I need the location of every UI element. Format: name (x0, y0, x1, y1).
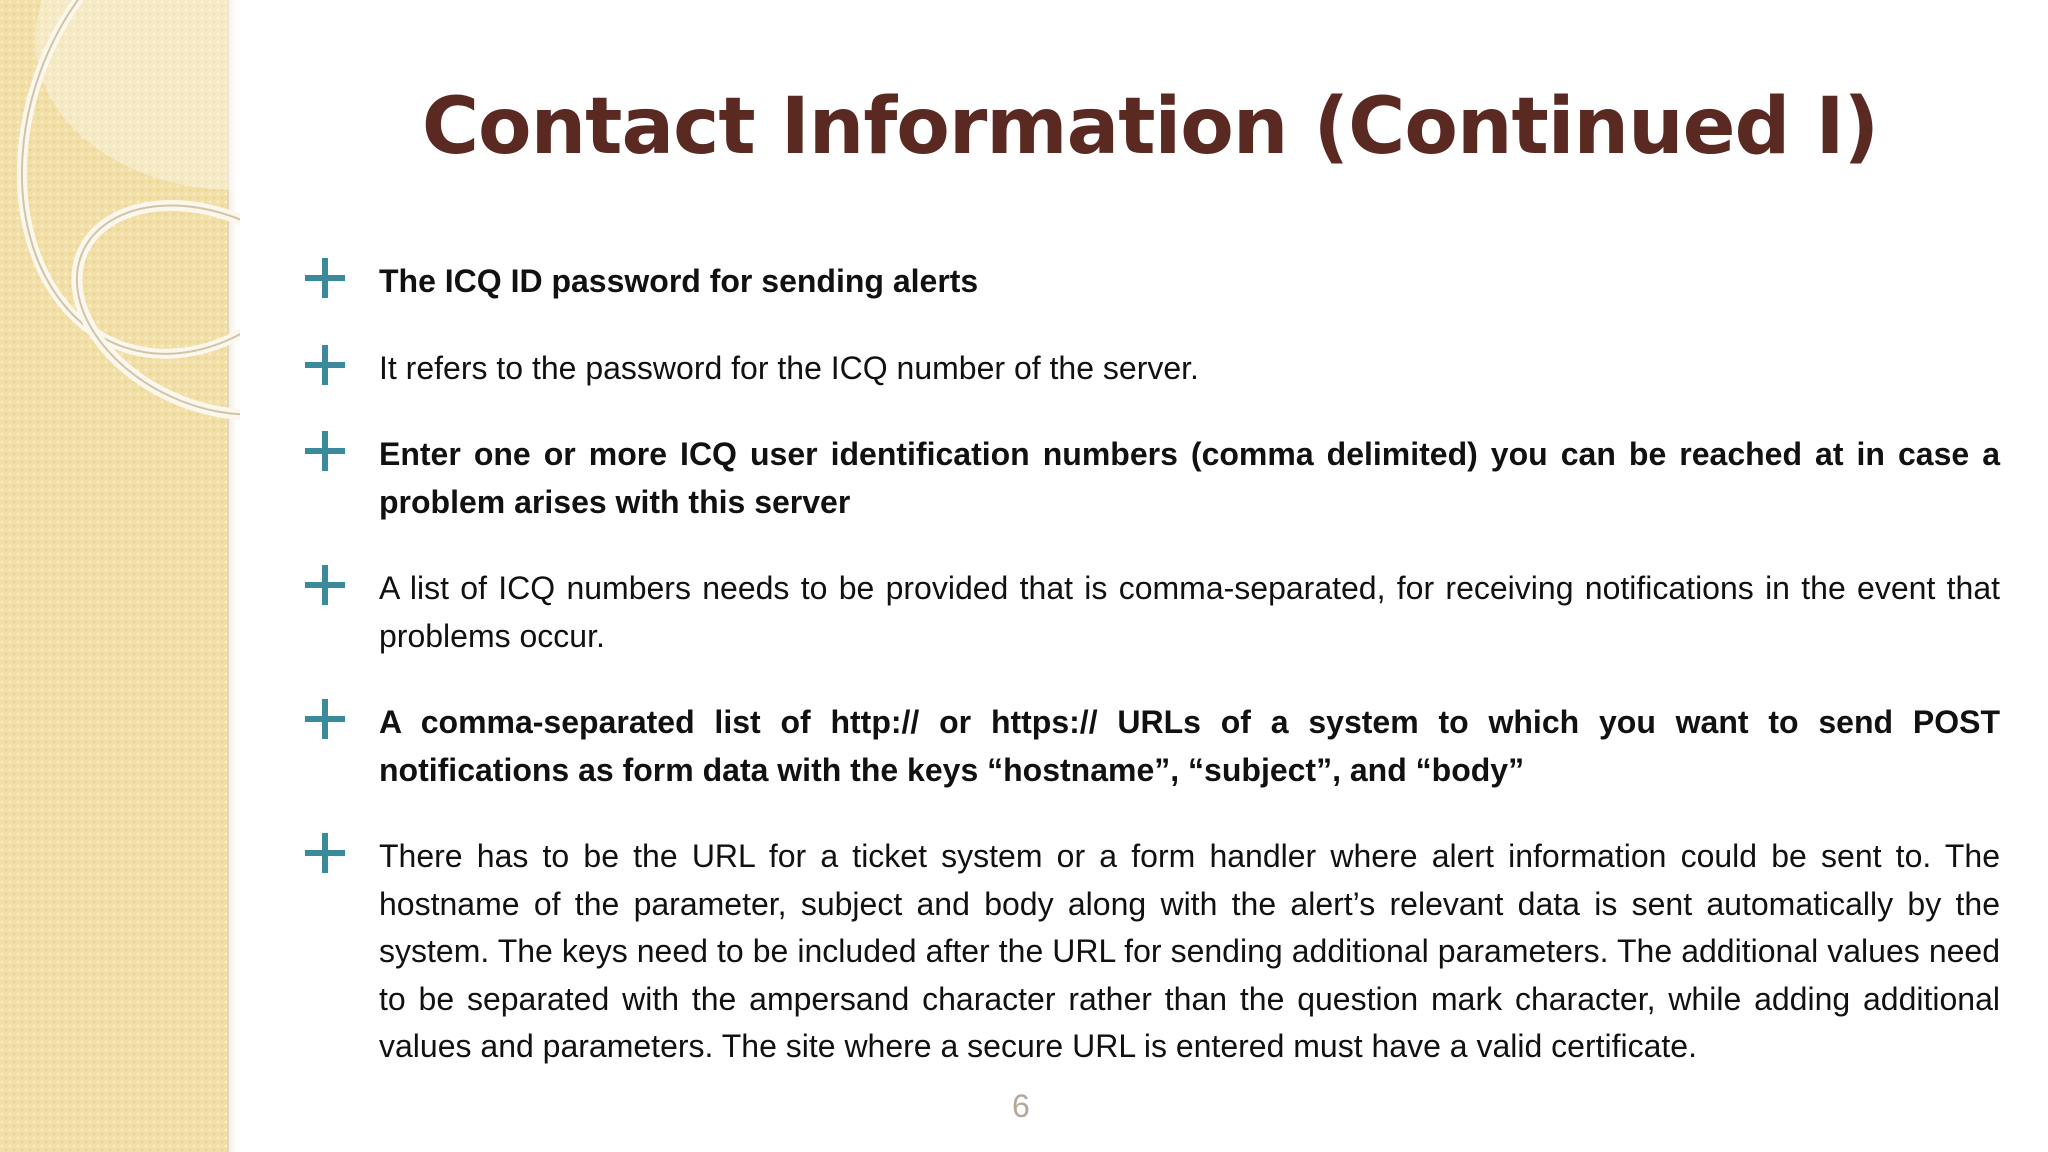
plus-icon (305, 833, 345, 873)
bullet-text: It refers to the password for the ICQ number of the server. (379, 349, 1199, 386)
bullet-text: A list of ICQ numbers needs to be provided that is comma-separated, for receiving notifications in the event that problems occur. (379, 570, 2000, 654)
bullet-text: A comma-separated list of http:// or https:// URLs of a system to which you want to send POST notifications as form data with the keys “hostname”, “subject”, and “body” (379, 704, 2000, 788)
bullet-item (300, 833, 2000, 1071)
plus-icon (305, 699, 345, 739)
page-number: 6 (1012, 1088, 1030, 1124)
bullet-list (300, 258, 2000, 1110)
bullet-text: Enter one or more ICQ user identification numbers (comma delimited) you can be reached at in case a problem arises with this server (379, 436, 2000, 520)
bullet-item (300, 258, 2000, 306)
plus-icon (305, 565, 345, 605)
bullet-item (300, 565, 2000, 660)
bullet-text: The ICQ ID password for sending alerts (379, 263, 979, 299)
decorative-rings-icon (0, 0, 240, 420)
plus-icon (305, 431, 345, 471)
bullet-item (300, 431, 2000, 526)
bullet-text: There has to be the URL for a ticket system or a form handler where alert information could be sent to. The hostname of the parameter, subject and body along with the alert’s relevant data is sent automatically by the system. The keys need to be included after the URL for sending additional parameters. The additional values need to be separated with the ampersand character rather than the question mark character, while adding additional values and parameters. The site where a secure URL is entered must have a valid certificate. (379, 838, 2000, 1064)
plus-icon (305, 345, 345, 385)
plus-icon (305, 258, 345, 298)
bullet-item (300, 699, 2000, 794)
slide-title: Contact Information (Continued I) (421, 82, 1879, 172)
bullet-item (300, 345, 2000, 393)
